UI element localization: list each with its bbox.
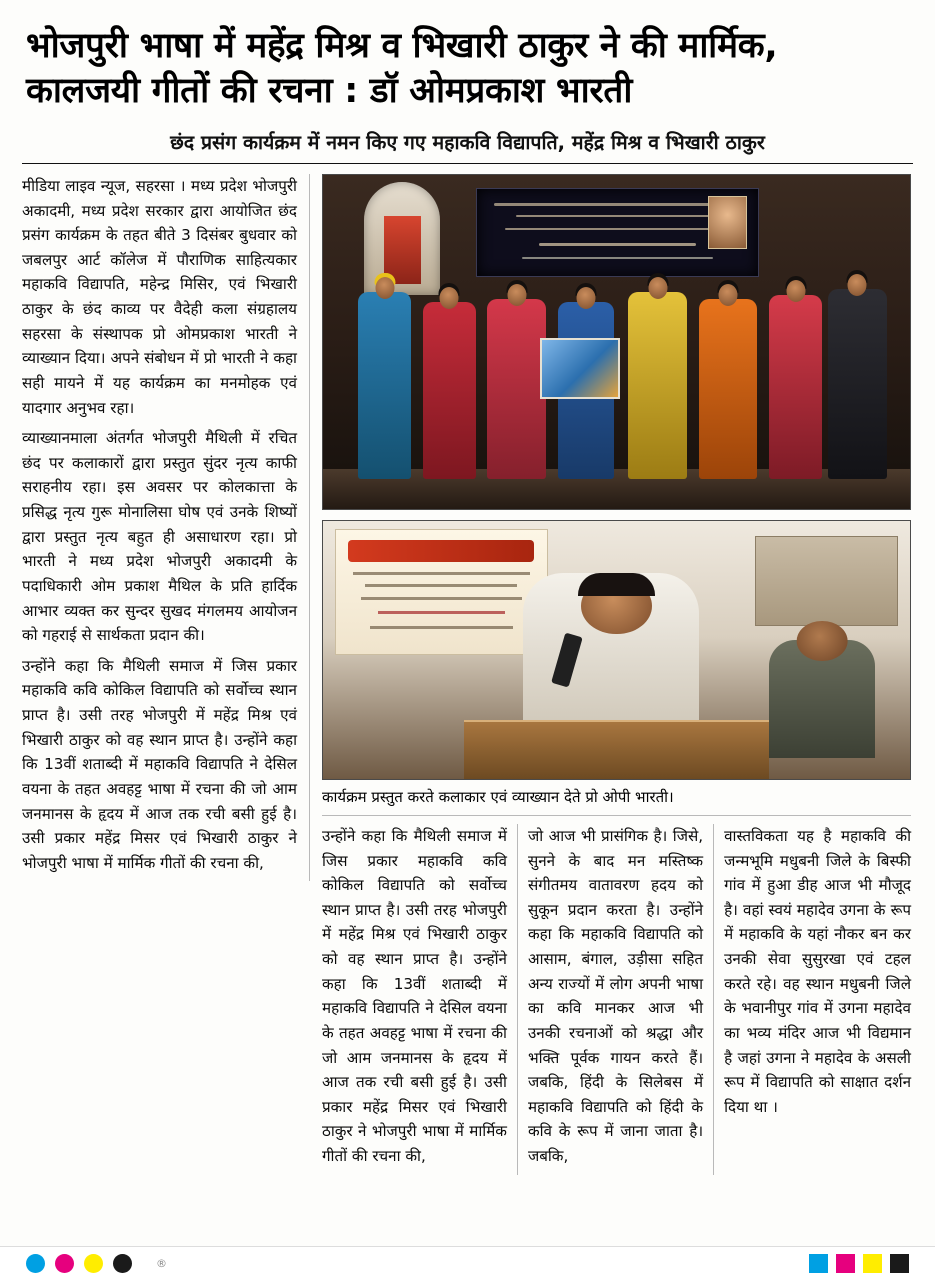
poster-text-line bbox=[370, 626, 514, 629]
color-swatch-magenta bbox=[836, 1254, 855, 1273]
banner-text-line bbox=[505, 228, 730, 230]
stage-person bbox=[423, 302, 476, 479]
article-paragraph-3-continued: उन्होंने कहा कि मैथिली समाज में जिस प्रकार महाकवि कवि कोकिल विद्यापति को सर्वोच्च स्थान प्राप्त है। उसी तरह भोजपुरी में महेंद्र मिश्र एवं भिखारी ठाकुर को वह स्थान प्राप्त है। उन्होंने कहा कि 13वीं शताब्दी में महाकवि विद्यापति ने देसिल वयना के तहत अवहट्ट भाषा में रचना की जो आम जनमानस के हृदय में आज तक रची बसी हुई है। उसी प्रकार महेंद्र मिसर एवं भिखारी ठाकुर ने भोजपुरी भाषा में मार्मिक गीतों की रचना की, bbox=[322, 826, 507, 1166]
stage-person bbox=[358, 292, 411, 479]
lower-columns bbox=[322, 824, 911, 1175]
person-head bbox=[848, 274, 867, 296]
event-poster bbox=[335, 529, 548, 655]
stage-person bbox=[699, 299, 758, 479]
assistant-head bbox=[797, 621, 848, 661]
color-swatch-black bbox=[890, 1254, 909, 1273]
color-swatch-cyan bbox=[809, 1254, 828, 1273]
person-head bbox=[375, 277, 394, 299]
person-head bbox=[719, 284, 738, 306]
article-column-2 bbox=[518, 824, 714, 1175]
stage-person bbox=[628, 292, 687, 479]
poster-text-line bbox=[361, 597, 522, 600]
color-swatch-yellow bbox=[863, 1254, 882, 1273]
wall-panel bbox=[755, 536, 898, 626]
poster-text-line bbox=[353, 572, 531, 575]
held-artwork bbox=[540, 338, 620, 399]
color-dot-black bbox=[113, 1254, 132, 1273]
article-right-block bbox=[310, 174, 911, 1175]
banner-text-line bbox=[516, 215, 719, 217]
banner-text-line bbox=[539, 243, 697, 246]
color-dot-cyan bbox=[26, 1254, 45, 1273]
registration-mark: ® bbox=[156, 1257, 167, 1270]
banner-text-line bbox=[522, 257, 714, 259]
stage-banner bbox=[476, 188, 760, 277]
page-title bbox=[22, 24, 913, 114]
color-dot-yellow bbox=[84, 1254, 103, 1273]
speaker-hair bbox=[578, 573, 654, 596]
person-head bbox=[786, 280, 805, 302]
article-paragraph-1: मीडिया लाइव न्यूज, सहरसा । मध्य प्रदेश भोजपुरी अकादमी, मध्य प्रदेश सरकार द्वारा आयोजित छंद प्रसंग कार्यक्रम के तहत बीते 3 दिसंबर बुधवार को जबलपुर आर्ट कॉलेज में पौराणिक साहित्यकार महाकवि विद्यापति, महेन्द्र मिसिर, एवं भिखारी ठाकुर के छंद काव्य पर वैदेही कला संग्रहालय सहरसा के संस्थापक प्रो ओमप्रकाश भारती ने व्याख्यान दिया। अपने संबोधन में प्रो भारती ने कहा सही मायने में यह कार्यक्रम का मनमोहक एवं यादगार अनुभव रहा। bbox=[22, 176, 297, 417]
person-head bbox=[507, 284, 526, 306]
stage-person bbox=[769, 295, 822, 479]
banner-text-line bbox=[494, 203, 742, 206]
article-column-3 bbox=[714, 824, 911, 1175]
poster-text-line bbox=[365, 584, 517, 587]
subheadline: छंद प्रसंग कार्यक्रम में नमन किए गए महाकवि विद्यापति, महेंद्र मिश्र व भिखारी ठाकुर bbox=[170, 130, 765, 154]
color-swatches bbox=[809, 1254, 909, 1273]
stage-person bbox=[828, 289, 887, 479]
article-paragraph-5: वास्तविकता यह है महाकवि की जन्मभूमि मधुबनी जिले के बिस्फी गांव में हुआ डीह आज भी मौजूद है। वहां स्वयं महादेव उगना के रूप में महाकवि के यहां नौकर बन कर उनकी सेवा सुसुरखा एवं टहल करते रहे। वह स्थान मधुबनी जिले के भवानीपुर गांव में उगना महादेव का भव्य मंदिर आज भी विद्यमान है जहां उगना ने महादेव के असली रूप में विद्यापति को साक्षात दर्शन दिया था । bbox=[724, 826, 911, 1116]
poster-title-band bbox=[348, 540, 534, 562]
article-paragraph-3: उन्होंने कहा कि मैथिली समाज में जिस प्रकार महाकवि कवि कोकिल विद्यापति को सर्वोच्च स्थान प्राप्त है। उसी तरह भोजपुरी में महेंद्र मिश्र एवं भिखारी ठाकुर को वह स्थान प्राप्त है। उन्होंने कहा कि 13वीं शताब्दी में महाकवि विद्यापति ने देसिल वयना के तहत अवहट्ट भाषा में रचना की जो आम जनमानस के हृदय में आज तक रची बसी हुई है। उसी प्रकार महेंद्र मिसर एवं भिखारी ठाकुर ने भोजपुरी भाषा में मार्मिक गीतों की रचना की, bbox=[22, 656, 297, 872]
headline-line-1: भोजपुरी भाषा में महेंद्र मिश्र व भिखारी ठाकुर ने की मार्मिक, bbox=[26, 26, 778, 66]
podium bbox=[464, 720, 769, 779]
article-body bbox=[22, 174, 913, 1175]
print-registration-footer bbox=[0, 1246, 935, 1280]
poster-text-line bbox=[378, 611, 505, 614]
person-head bbox=[576, 287, 595, 309]
article-paragraph-2: व्याख्यानमाला अंतर्गत भोजपुरी मैथिली में रचित छंद पर कलाकारों द्वारा प्रस्तुत सुंदर नृत्य काफी सराहनीय रहा। इस अवसर पर कोलकात्ता के प्रसिद्ध नृत्य गुरू मोनालिसा घोष एवं उनके शिष्यों द्वारा प्रस्तुत नृत्य बहुत ही असाधारण रहा। प्रो भारती ने मध्य प्रदेश भोजपुरी अकादमी के पदाधिकारी ओम प्रकाश मैथिल के प्रति हार्दिक आभार व्यक्त कर सुन्दर सुखद मंगलमय आयोजन को गहराई से सार्थकता प्रदान की। bbox=[22, 429, 297, 645]
banner-portrait bbox=[708, 196, 747, 248]
event-photo-stage bbox=[322, 174, 911, 510]
photo-caption: कार्यक्रम प्रस्तुत करते कलाकार एवं व्याख्यान देते प्रो ओपी भारती। bbox=[322, 780, 911, 816]
article-paragraph-4: जो आज भी प्रासंगिक है। जिसे, सुनने के बाद मन मस्तिष्क संगीतमय वातावरण हदय को सुकून प्रदान करता है। उन्होंने कहा कि महाकवि विद्यापति को आसाम, बंगाल, उड़ीसा सहित अन्य राज्यों में लोग अपनी भाषा का कवि मानकर आज भी उनकी रचनाओं को श्रद्धा और भक्ति पूर्वक गायन करते हैं। जबकि, हिंदी के सिलेबस में महाकवि विद्यापति को हिंदी के कवि के रूप में जाना जाता है। जबकि, bbox=[527, 826, 704, 1166]
header-divider bbox=[22, 163, 913, 164]
assistant-figure bbox=[769, 640, 875, 759]
article-column-1-continued bbox=[322, 824, 518, 1175]
event-photo-speaker bbox=[322, 520, 911, 780]
stage-person bbox=[487, 299, 546, 479]
stage-floor bbox=[323, 469, 910, 509]
article-column-left bbox=[22, 174, 310, 882]
color-dots bbox=[26, 1254, 167, 1273]
color-dot-magenta bbox=[55, 1254, 74, 1273]
headline-line-2: कालजयी गीतों की रचना : डॉ ओमप्रकाश भारती bbox=[26, 70, 633, 111]
person-head bbox=[648, 277, 667, 299]
person-head bbox=[440, 287, 459, 309]
